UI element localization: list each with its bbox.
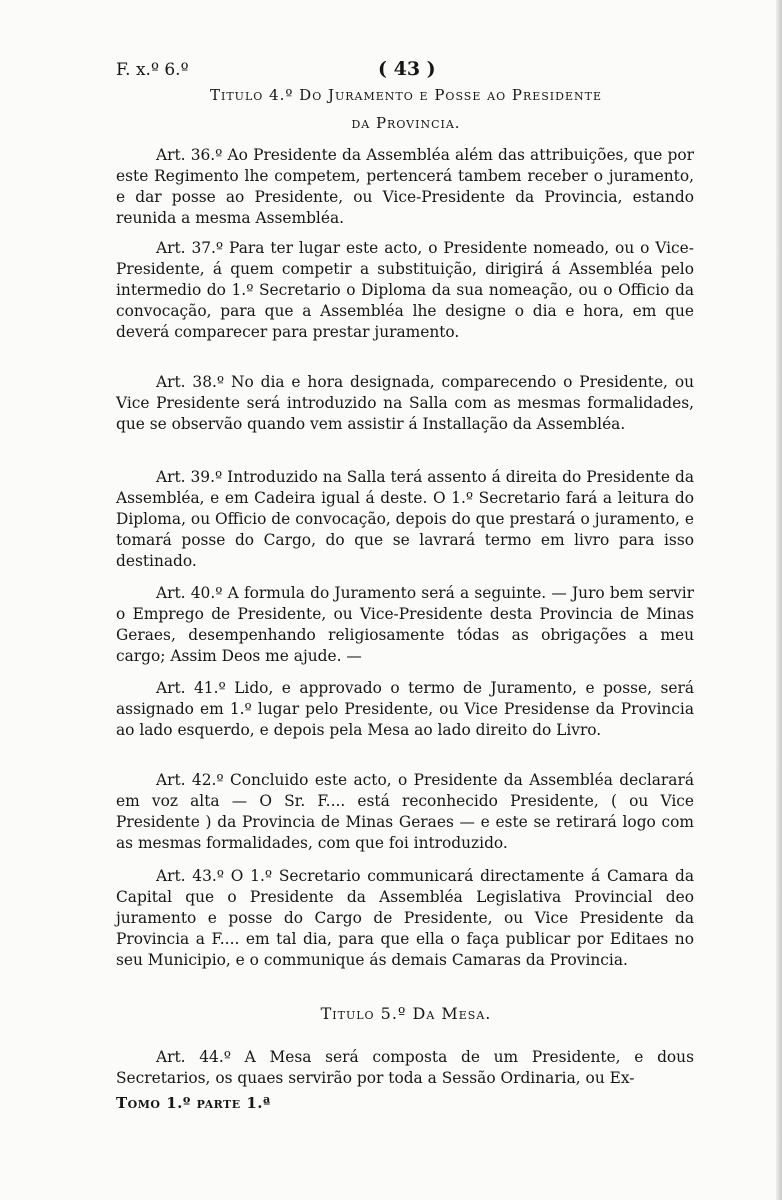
chapter-title: Titulo 4.º Do Juramento e Posse ao Presidente (210, 86, 602, 104)
header-reference: F. x.º 6.º (116, 60, 189, 80)
article-38: Art. 38.º No dia e hora designada, comparecendo o Presidente, ou Vice Presidente será introduzido na Salla com as mesmas formalidades, que se observão quando vem assistir á Installação da Assembléa. (116, 373, 694, 433)
article-44: Art. 44.º A Mesa será composta de um Presidente, e dous Secretarios, os quaes servirão por toda a Sessão Ordinaria, ou Ex- (116, 1048, 694, 1087)
article-37: Art. 37.º Para ter lugar este acto, o Presidente nomeado, ou o Vice-Presidente, á quem competir a substituição, dirigirá á Assembléa pelo intermedio do 1.º Secretario o Diploma da sua nomeação, ou o Officio da convocação, para que a Assembléa lhe designe o dia e hora, em que deverá comparecer para prestar juramento. (116, 239, 694, 341)
chapter-title-continuation: da Provincia. (351, 114, 461, 132)
article-40: Art. 40.º A formula do Juramento será a seguinte. — Juro bem servir o Emprego de Presidente, ou Vice-Presidente desta Provincia de Minas Geraes, desempenhando religiosamente tódas as obrigações a meu cargo; Assim Deos me ajude. — (116, 584, 694, 665)
page-number: ( 43 ) (378, 58, 436, 80)
article-42: Art. 42.º Concluido este acto, o Presidente da Assembléa declarará em voz alta — O Sr. F.... está reconhecido Presidente, ( ou Vice Presidente ) da Provincia de Minas Geraes — e este se retirará logo com as mesmas formalidades, com que foi introduzido. (116, 771, 694, 852)
article-43: Art. 43.º O 1.º Secretario communicará directamente á Camara da Capital que o Presidente da Assembléa Legislativa Provincial deo juramento e posse do Cargo de Presidente, ou Vice Presidente da Provincia a F.... em tal dia, para que ella o faça publicar por Editaes no seu Municipio, e o communique ás demais Camaras da Provincia. (116, 867, 694, 969)
article-41: Art. 41.º Lido, e approvado o termo de Juramento, e posse, será assignado em 1.º lugar pelo Presidente, ou Vice Presidense da Provincia ao lado esquerdo, e depois pela Mesa ao lado direito do Livro. (116, 679, 694, 739)
article-39: Art. 39.º Introduzido na Salla terá assento á direita do Presidente da Assembléa, e em Cadeira igual á deste. O 1.º Secretario fará a leitura do Diploma, ou Officio de convocação, depois do que prestará o juramento, e tomará posse do Cargo, do que se lavrará termo em livro para isso destinado. (116, 468, 694, 570)
page-header (116, 58, 696, 84)
page-edge-shadow (776, 0, 782, 1200)
section-title: Titulo 5.º Da Mesa. (320, 1004, 492, 1023)
page-footer: Tomo 1.º parte 1.ª (116, 1094, 271, 1112)
article-36: Art. 36.º Ao Presidente da Assembléa além das attribuições, que por este Regimento lhe competem, pertencerá tambem receber o juramento, e dar posse ao Presidente, ou Vice-Presidente da Provincia, estando reunida a mesma Assembléa. (116, 146, 694, 227)
